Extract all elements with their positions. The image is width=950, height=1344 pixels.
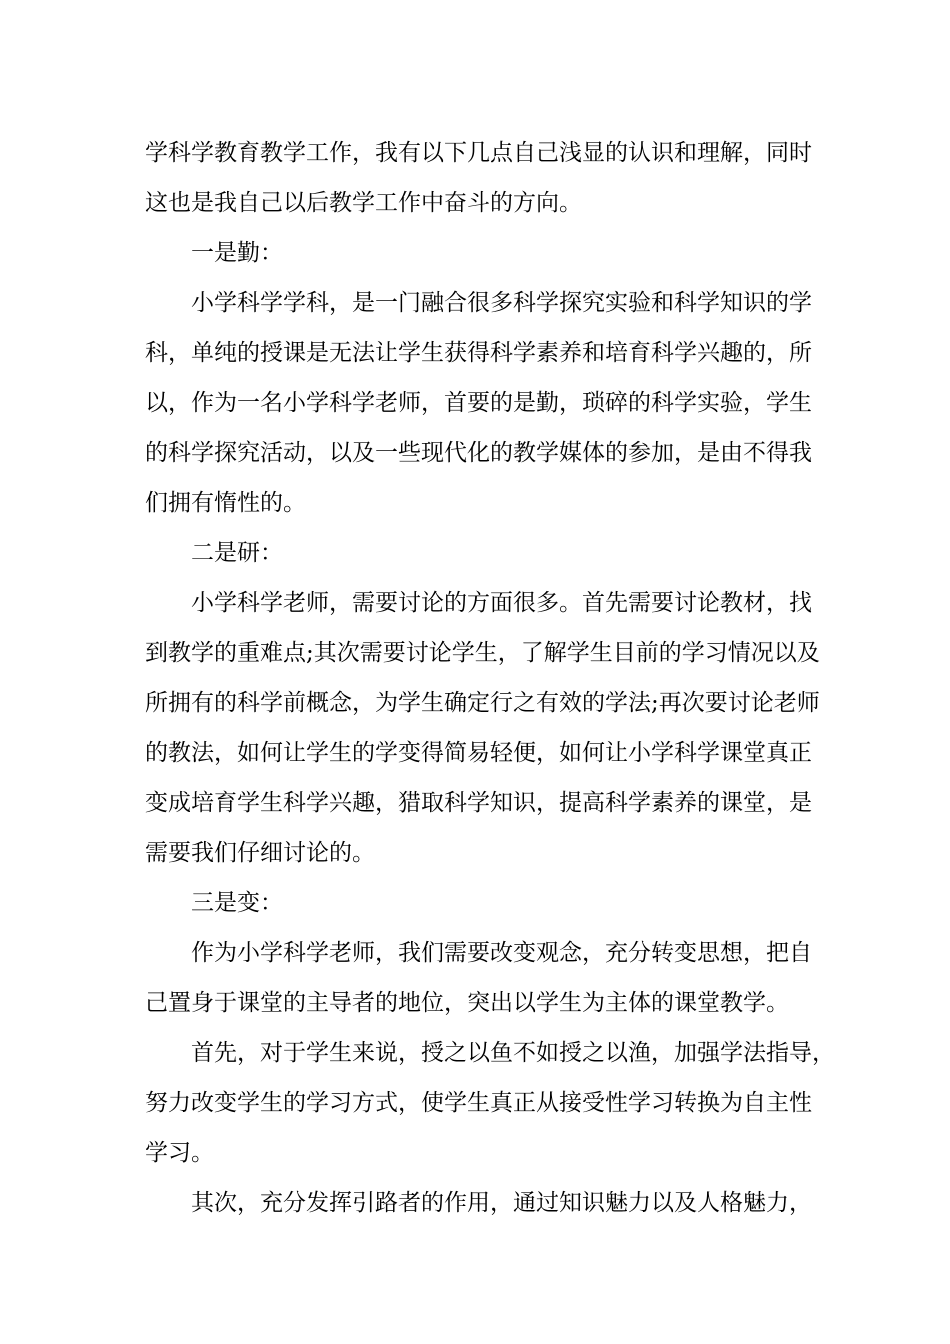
text-line: 首先，对于学生来说，授之以鱼不如授之以渔，加强学法指导， <box>191 1040 835 1066</box>
text-line: 们拥有惰性的。 <box>145 490 306 516</box>
text-line: 小学科学学科，是一门融合很多科学探究实验和科学知识的学 <box>191 290 812 316</box>
text-line: 其次，充分发挥引路者的作用，通过知识魅力以及人格魅力， <box>191 1190 812 1216</box>
text-line: 努力改变学生的学习方式，使学生真正从接受性学习转换为自主性 <box>145 1090 812 1116</box>
text-line: 所拥有的科学前概念，为学生确定行之有效的学法;再次要讨论老师 <box>145 690 820 716</box>
text-line: 作为小学科学老师，我们需要改变观念，充分转变思想，把自 <box>191 940 812 966</box>
text-line: 需要我们仔细讨论的。 <box>145 840 375 866</box>
section-heading-diligence: 一是勤： <box>191 240 283 266</box>
text-line: 学科学教育教学工作，我有以下几点自己浅显的认识和理解，同时 <box>145 140 812 166</box>
text-line: 的教法，如何让学生的学变得简易轻便，如何让小学科学课堂真正 <box>145 740 812 766</box>
text-line: 变成培育学生科学兴趣，猎取科学知识，提高科学素养的课堂，是 <box>145 790 812 816</box>
text-line: 的科学探究活动，以及一些现代化的教学媒体的参加，是由不得我 <box>145 440 812 466</box>
text-line: 这也是我自己以后教学工作中奋斗的方向。 <box>145 190 582 216</box>
text-line: 到教学的重难点;其次需要讨论学生，了解学生目前的学习情况以及 <box>145 640 820 666</box>
text-line: 学习。 <box>145 1140 214 1166</box>
text-line: 科，单纯的授课是无法让学生获得科学素养和培育科学兴趣的，所 <box>145 340 812 366</box>
text-line: 以，作为一名小学科学老师，首要的是勤，琐碎的科学实验，学生 <box>145 390 812 416</box>
document-body <box>145 128 835 1228</box>
section-heading-change: 三是变： <box>191 890 283 916</box>
section-heading-research: 二是研： <box>191 540 283 566</box>
text-line: 小学科学老师，需要讨论的方面很多。首先需要讨论教材，找 <box>191 590 812 616</box>
text-line: 己置身于课堂的主导者的地位，突出以学生为主体的课堂教学。 <box>145 990 789 1016</box>
